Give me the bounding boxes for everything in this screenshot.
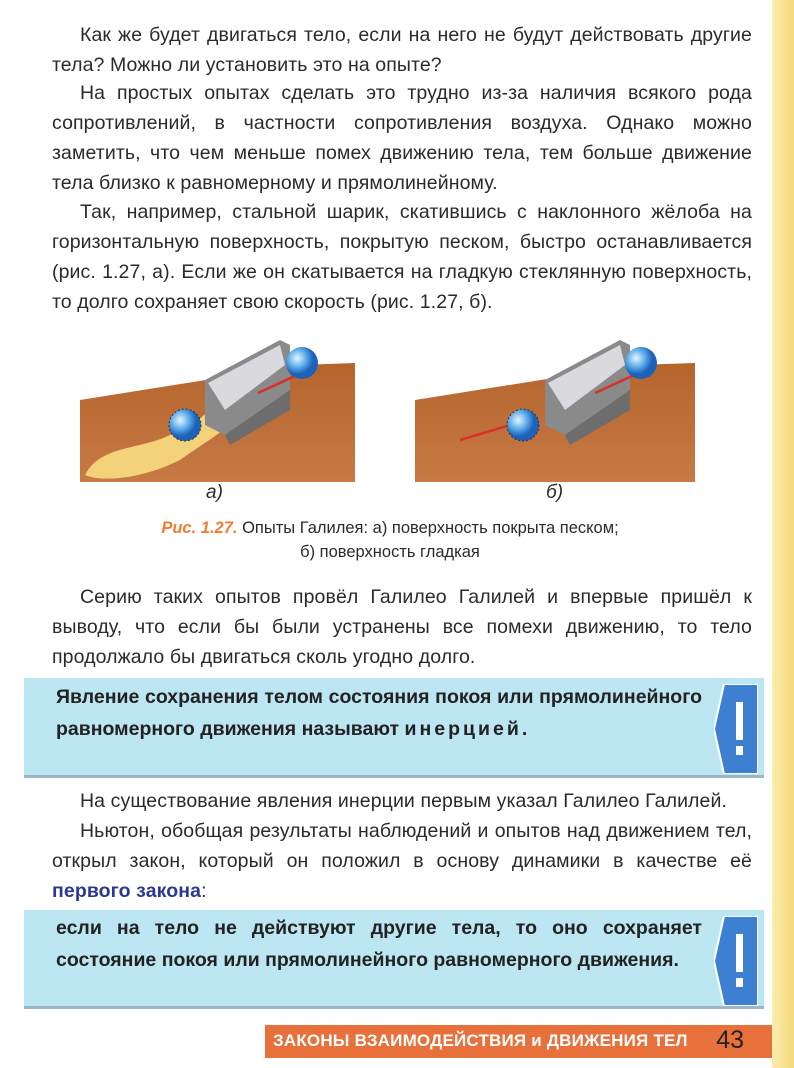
page-edge-strip — [772, 0, 794, 1068]
chapter-title: ЗАКОНЫ ВЗАИМОДЕЙСТВИЯ и ДВИЖЕНИЯ ТЕЛ — [273, 1031, 688, 1050]
paragraph-5: На существование явления инерции первым указал Галилео Галилей. — [80, 790, 727, 812]
figure-caption — [60, 516, 720, 564]
caption-line-1: Опыты Галилея: а) поверхность покрыта песком; — [242, 519, 619, 537]
figure-label-a: а) — [206, 482, 223, 503]
paragraph-6-text: Ньютон, обобщая результаты наблюдений и опытов над движением тел, открыл закон, который он положил в основу динамики в качестве её — [52, 820, 752, 872]
figure-label-b: б) — [546, 482, 564, 503]
paragraph-4: Серию таких опытов провёл Галилео Галилей и впервые пришёл к выводу, что если бы были устранены все помехи движению, то тело продолжало бы двигаться сколь угодно долго. — [52, 586, 752, 668]
law-box-first-law — [24, 910, 764, 1006]
paragraph-3: Так, например, стальной шарик, скатившись с наклонного жёлоба на горизонтальную поверхность, покрытую песком, быстро останавливается (рис. 1.27, а). Если же он скатывается на гладкую стеклянную поверхность, то долго сохраняет свою скорость (рис. 1.27, б). — [52, 201, 752, 313]
definition-text: Явление сохранения телом состояния покоя или прямолинейного равномерного движения называют — [56, 686, 702, 740]
page-number: 43 — [716, 1026, 744, 1054]
definition-box-inertia — [24, 678, 764, 775]
figure-b-smooth — [415, 335, 697, 485]
definition-term: инерцией. — [404, 718, 531, 740]
figure-a-sand — [80, 335, 360, 485]
exclamation-icon — [714, 684, 758, 774]
first-law-term: первого закона — [52, 880, 202, 902]
caption-line-2: б) поверхность гладкая — [300, 543, 480, 561]
law-text: если на тело не действуют другие тела, то оно сохраняет состояние покоя или прямолинейного равномерного движения. — [56, 917, 702, 971]
paragraph-6 — [52, 816, 752, 906]
paragraph-1: Как же будет двигаться тело, если на него не будут действовать другие тела? Можно ли установить это на опыте? — [52, 24, 752, 76]
caption-ref: Рис. 1.27. — [161, 519, 238, 537]
exclamation-icon — [714, 916, 758, 1006]
paragraph-2: На простых опытах сделать это трудно из-за наличия всякого рода сопротивлений, в частности сопротивления воздуха. Однако можно заметить, что чем меньше помех движению тела, тем больше движение тела близко к равномерному и прямолинейному. — [52, 82, 752, 194]
page-footer — [265, 1025, 772, 1058]
colon: : — [201, 880, 207, 902]
